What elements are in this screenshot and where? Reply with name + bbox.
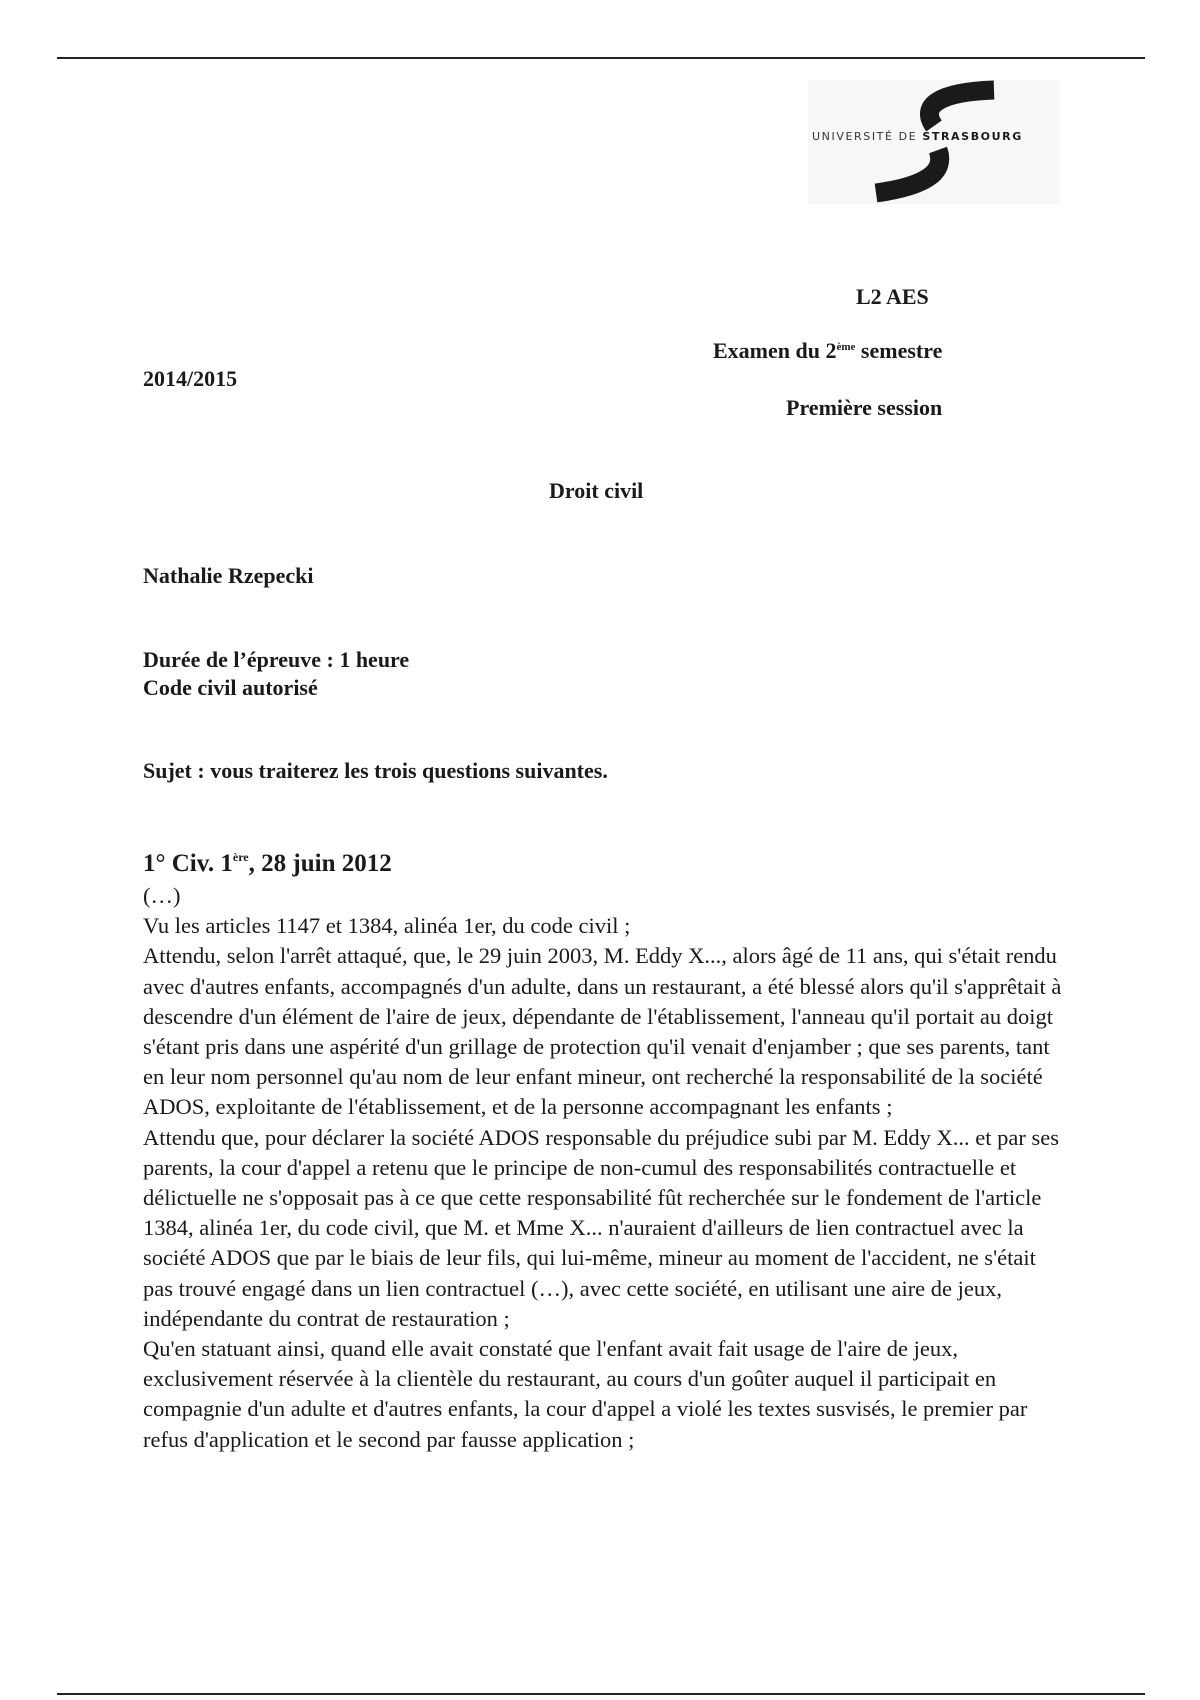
exam-duration: Durée de l’épreuve : 1 heure [143,647,410,672]
case-paragraph: Vu les articles 1147 et 1384, alinéa 1er, du code civil ; [143,913,631,939]
case-paragraph: Attendu que, pour déclarer la société ADOS responsable du préjudice subi par M. Eddy X... et par ses parents, la cour d'appel a retenu que le principe de non-cumul des responsabilités contractuelle et délictuelle ne s'opposait pas à ce que cette responsabilité fût recherchée sur le fondement de l'article 1384, alinéa 1er, du code civil, que M. et Mme X... n'auraient d'ailleurs de lien contractuel avec la société ADOS que par le biais de leur fils, qui lui-même, mineur au moment de l'accident, ne s'était pas trouvé engagé dans un lien contractuel (…), avec cette société, en utilisant une aire de jeux, indépendante du contrat de restauration ; [143,1124,1059,1331]
allowed-materials: Code civil autorisé [143,675,318,700]
university-name: UNIVERSITÉ DE STRASBOURG [812,130,1023,143]
level-label: L2 AES [856,284,929,309]
session-label: Première session [786,395,943,420]
course-subject: Droit civil [549,478,644,503]
case-title: 1° Civ. 1ère, 28 juin 2012 [143,850,392,877]
teacher-name: Nathalie Rzepecki [143,563,314,588]
case-paragraph: Attendu, selon l'arrêt attaqué, que, le 29 juin 2003, M. Eddy X..., alors âgé de 11 ans, qui s'était rendu avec d'autres enfants, accompagnés d'un adulte, dans un restaurant, a été blessé alors qu'il s'apprêtait à descendre d'un élément de l'aire de jeux, dépendante de l'établissement, l'anneau qu'il portait au doigt s'étant pris dans une aspérité d'un grillage de protection qu'il venait d'enjamber ; que ses parents, tant en leur nom personnel qu'au nom de leur enfant mineur, ont recherché la responsabilité de la société ADOS, exploitante de l'établissement, et de la personne accompagnant les enfants ; [143,943,1062,1120]
case-paragraph: (…) [143,883,181,908]
exam-info [143,646,409,702]
bottom-rule [57,1693,1145,1695]
academic-year: 2014/2015 [143,366,238,391]
university-logo [808,80,1060,204]
exam-instructions: Sujet : vous traiterez les trois questions suivantes. [143,758,608,783]
exam-label: Examen du 2ème semestre [713,338,943,363]
top-rule [57,57,1145,59]
case-excerpt [143,842,1063,1455]
case-paragraph: Qu'en statuant ainsi, quand elle avait constaté que l'enfant avait fait usage de l'aire de jeux, exclusivement réservée à la clientèle du restaurant, au cours d'un goûter auquel il participait en compagnie d'un adulte et d'autres enfants, la cour d'appel a violé les textes susvisés, le premier par refus d'application et le second par fausse application ; [143,1336,1028,1452]
